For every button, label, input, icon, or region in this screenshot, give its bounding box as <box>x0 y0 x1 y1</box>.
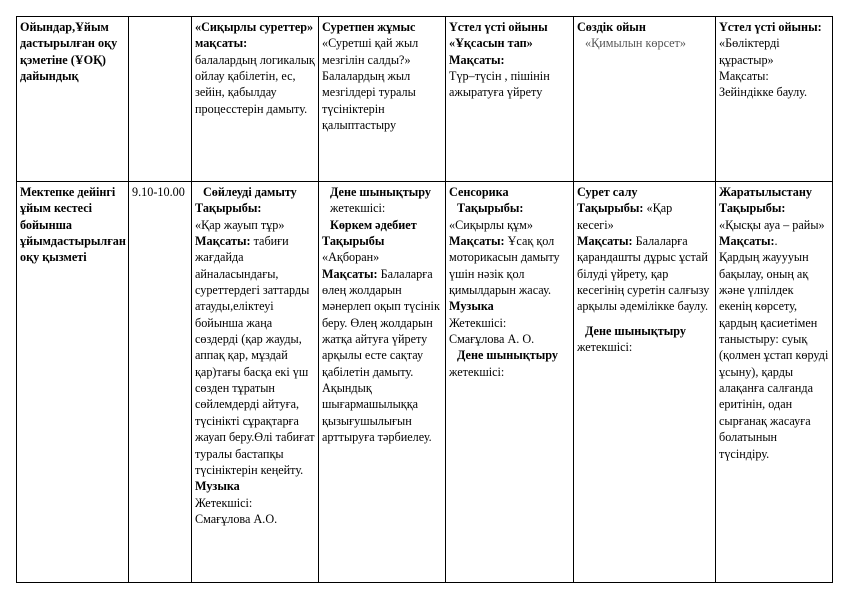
lessons-time-cell <box>129 182 192 583</box>
lessons-row-label: Мектепке дейінгі ұйым кестесі бойынша ұйымдастырылған оқу қызметі <box>20 185 126 265</box>
row-label-games <box>17 17 129 182</box>
lesson4-goal: Балаларға қарандашты дұрыс ұстай білуді үйрету, қар кесегінің суретін салғызу арқылы әдемілікке баулу. <box>577 234 710 314</box>
game2-subtitle: «Суретші қай жыл мезгілін салды?» <box>322 36 419 67</box>
games-row <box>17 17 833 182</box>
game1-goal: балалардың логикалық ойлау қабілетін, ес, зейін, қабылдау процесстерін дамыту. <box>195 52 315 116</box>
game3-subtitle: «Ұқсасын тап» <box>449 36 533 51</box>
lesson5-goal-suffix: . <box>774 234 778 249</box>
lesson3-teacher-label: Жетекшісі: <box>449 315 507 330</box>
game2-text: Балалардың жыл мезгілдері туралы түсініктерін қалыптастыру <box>322 69 416 133</box>
lesson5-topic: «Қысқы ауа – райы» <box>719 217 825 232</box>
lesson5-topic-label: Тақырыбы: <box>719 201 786 216</box>
game3-title: Үстел үсті ойыны <box>449 20 548 34</box>
lesson5-title: Жаратылыстану <box>719 185 813 199</box>
lessons-cell-5 <box>716 182 833 583</box>
lesson5-goal-label: Мақсаты: <box>719 234 775 249</box>
game3-goal-label: Мақсаты: <box>449 52 505 67</box>
lesson1-goal-label: Мақсаты: <box>195 234 251 249</box>
lesson4-pe-teacher-label: жетекшісі: <box>577 340 633 355</box>
lessons-cell-2 <box>319 182 446 583</box>
games-cell-2 <box>319 17 446 182</box>
games-time-cell <box>129 17 192 182</box>
lesson1-topic: «Қар жауып тұр» <box>195 217 285 232</box>
plan-table <box>16 16 833 583</box>
row-label-lessons <box>17 182 129 583</box>
lesson1-music-label: Музыка <box>195 479 240 494</box>
game1-goal-label: мақсаты: <box>195 36 248 51</box>
lesson3-goal: Ұсақ қол моторикасын дамыту үшін нәзік қол қимылдарын жасау. <box>449 234 560 298</box>
lesson3-title: Сенсорика <box>449 185 509 199</box>
lesson2-lit-title: Көркем әдебиет <box>330 217 417 232</box>
lesson2-pe-title: Дене шынықтыру <box>330 185 431 199</box>
games-cell-4 <box>574 17 716 182</box>
lessons-row <box>17 182 833 583</box>
lesson1-teacher-label: Жетекшісі: <box>195 495 253 510</box>
lesson2-goal: Балаларға өлең жолдарын мәнерлеп оқып түсінік беру. Өлең жолдарын жатқа айтуға үйрету арқылы есте сақтау қабілетін дамыту. Ақындық шығармашылыққа қызығушылығын арттыруға тәрбиелеу. <box>322 266 440 445</box>
lesson3-topic-label: Тақырыбы: <box>457 201 524 216</box>
games-row-label: Ойындар,Ұйым дастырылған оқу қэметіне (ҰОҚ) дайындық <box>20 20 118 84</box>
lesson5-goal: Қардың жауууын бақылау, оның ақ және үлпілдек екенің көрсету, қардың қасиетімен таныстыру: суық (қолмен ұстап көруді ұсыну), қарды алақанға салғанда еритінін, одан сырғанақ жасауға болатынын түсіндіру. <box>719 250 829 461</box>
lesson3-pe-teacher-label: жетекшісі: <box>449 364 505 379</box>
lessons-time: 9.10-10.00 <box>132 185 185 199</box>
game5-goal-label: Мақсаты: <box>719 69 769 84</box>
lesson3-teacher: Смағұлова А. О. <box>449 332 535 347</box>
game4-title: Сөздік ойын <box>577 20 646 34</box>
lesson2-pe-teacher-label: жетекшісі: <box>330 201 386 216</box>
lesson4-topic: «Қар кесегі» <box>577 201 673 232</box>
lesson1-title: Сөйлеуді дамыту <box>203 185 297 199</box>
lesson3-music-label: Музыка <box>449 299 494 314</box>
lesson4-topic-label: Тақырыбы: <box>577 201 644 216</box>
games-cell-5 <box>716 17 833 182</box>
lesson4-pe-title: Дене шынықтыру <box>585 323 686 338</box>
lesson2-topic: «Ақборан» <box>322 250 380 265</box>
game4-game: «Қимылын көрсет» <box>585 36 686 51</box>
game2-title: Суретпен жұмыс <box>322 20 416 34</box>
lessons-cell-4 <box>574 182 716 583</box>
games-cell-3 <box>446 17 574 182</box>
lesson1-topic-label: Тақырыбы: <box>195 201 262 216</box>
lesson2-goal-label: Мақсаты: <box>322 266 378 281</box>
lesson1-teacher: Смағұлова А.О. <box>195 511 278 526</box>
game1-title: «Сиқырлы суреттер» <box>195 20 314 34</box>
game5-goal: Зейіндікке баулу. <box>719 85 808 100</box>
lesson2-topic-label: Тақырыбы <box>322 234 385 249</box>
lesson4-title: Сурет салу <box>577 185 638 199</box>
lesson4-goal-label: Мақсаты: <box>577 234 633 249</box>
games-cell-1 <box>192 17 319 182</box>
game5-title: Үстел үсті ойыны: <box>719 20 822 34</box>
lessons-cell-1 <box>192 182 319 583</box>
lesson1-goal: табиғи жағдайда айналасындағы, суреттердегі заттарды атауды,еліктеуі бойынша жаңа сөздерді (қар жауды, аппақ қар, мұздай қар)тағы басқа екі үш сөзден тұратын сөйлемдерді айтуға, түсінікті сұрақтарға жауап беру.Өлі табиғат туралы бастапқы түсініктерін кеңейту. <box>195 234 315 477</box>
lessons-cell-3 <box>446 182 574 583</box>
game3-goal: Түр–түсін , пішінін ажыратуға үйрету <box>449 69 550 100</box>
lesson3-topic: «Сиқырлы құм» <box>449 217 533 232</box>
lesson3-pe-title: Дене шынықтыру <box>457 348 558 363</box>
game5-subtitle: «Бөліктерді құрастыр» <box>719 36 780 67</box>
lesson3-goal-label: Мақсаты: <box>449 234 505 249</box>
